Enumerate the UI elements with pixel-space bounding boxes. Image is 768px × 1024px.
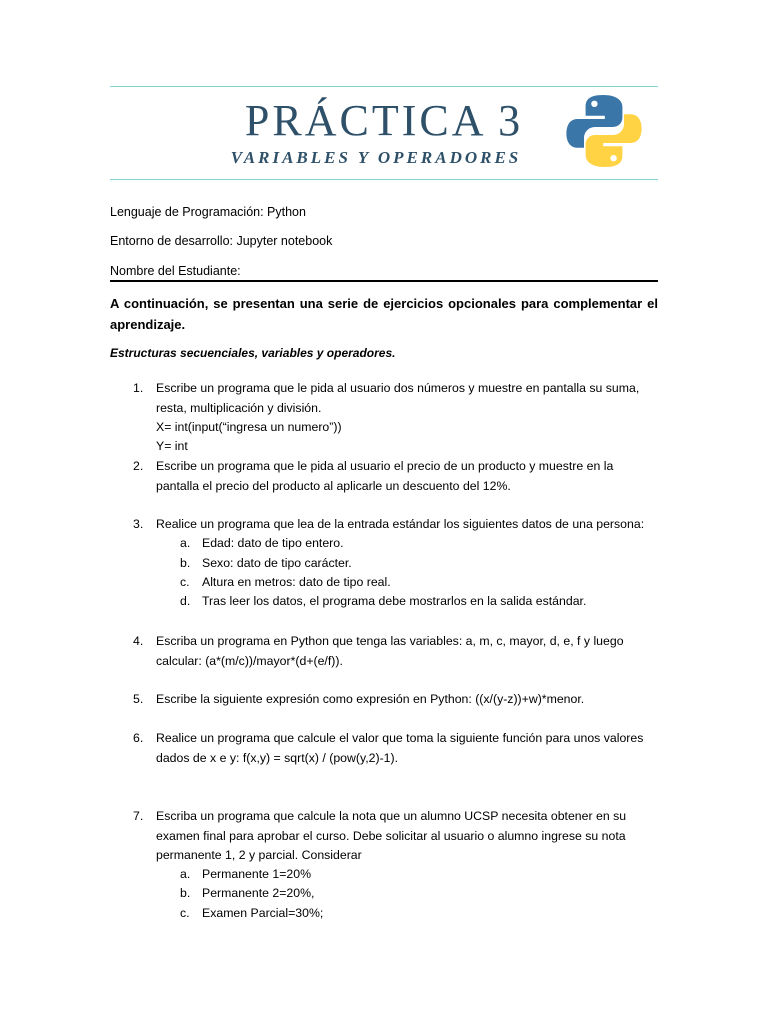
exercise-line: dados de x e y: f(x,y) = sqrt(x) / (pow(y,2)-1). xyxy=(156,750,399,765)
exercise-number: 1. xyxy=(133,381,144,395)
student-name-underline xyxy=(110,280,658,282)
page-subtitle: VARIABLES Y OPERADORES xyxy=(230,148,522,167)
exercise-line: calcular: (a*(m/c))/mayor*(d+(e/f)). xyxy=(156,653,343,668)
page-title: PRÁCTICA 3 xyxy=(244,96,524,145)
exercise-line: X= int(input(“ingresa un numero”)) xyxy=(156,419,342,434)
intro-paragraph: A continuación, se presentan una serie de ejercicios opcionales para complementar el aprendizaje. xyxy=(110,296,658,332)
exercise-line: Realice un programa que calcule el valor que toma la siguiente función para unos valores xyxy=(156,731,644,745)
exercise-line: resta, multiplicación y división. xyxy=(156,400,322,415)
exercise-line: Escriba un programa en Python que tenga las variables: a, m, c, mayor, d, e, f y luego xyxy=(156,634,624,648)
student-name-label: Nombre del Estudiante: xyxy=(110,264,241,278)
exercise-line: examen final para aprobar el curso. Debe solicitar al usuario o alumno ingrese su nota xyxy=(156,828,626,843)
exercise-line: permanente 1, 2 y parcial. Considerar xyxy=(156,848,362,862)
exercise-line: Escribe un programa que le pida al usuario el precio de un producto y muestre en la xyxy=(156,459,614,473)
exercise-number: 7. xyxy=(133,809,144,823)
section-title: Estructuras secuenciales, variables y operadores. xyxy=(110,346,396,360)
language-line: Lenguaje de Programación: Python xyxy=(110,205,306,219)
exercise-line: Escribe un programa que le pida al usuario dos números y muestre en pantalla su suma, xyxy=(156,381,640,395)
exercise-number: 3. xyxy=(133,517,144,531)
header-top-rule xyxy=(110,86,658,87)
exercise-line: Y= int xyxy=(156,438,188,453)
environment-line: Entorno de desarrollo: Jupyter notebook xyxy=(110,234,333,248)
header-bottom-rule xyxy=(110,179,658,180)
exercise-line: Escriba un programa que calcule la nota que un alumno UCSP necesita obtener en su xyxy=(156,809,627,823)
exercise-line: Realice un programa que lea de la entrada estándar los siguientes datos de una persona: xyxy=(156,517,645,531)
exercise-number: 5. xyxy=(133,692,144,706)
exercise-line: Escribe la siguiente expresión como expresión en Python: ((x/(y-z))+w)*menor. xyxy=(156,692,585,706)
exercise-line: pantalla el precio del producto al aplicarle un descuento del 12%. xyxy=(156,478,511,493)
python-logo-icon xyxy=(561,91,647,171)
exercise-number: 4. xyxy=(133,634,144,648)
exercise-number: 2. xyxy=(133,459,144,473)
exercise-number: 6. xyxy=(133,731,144,745)
